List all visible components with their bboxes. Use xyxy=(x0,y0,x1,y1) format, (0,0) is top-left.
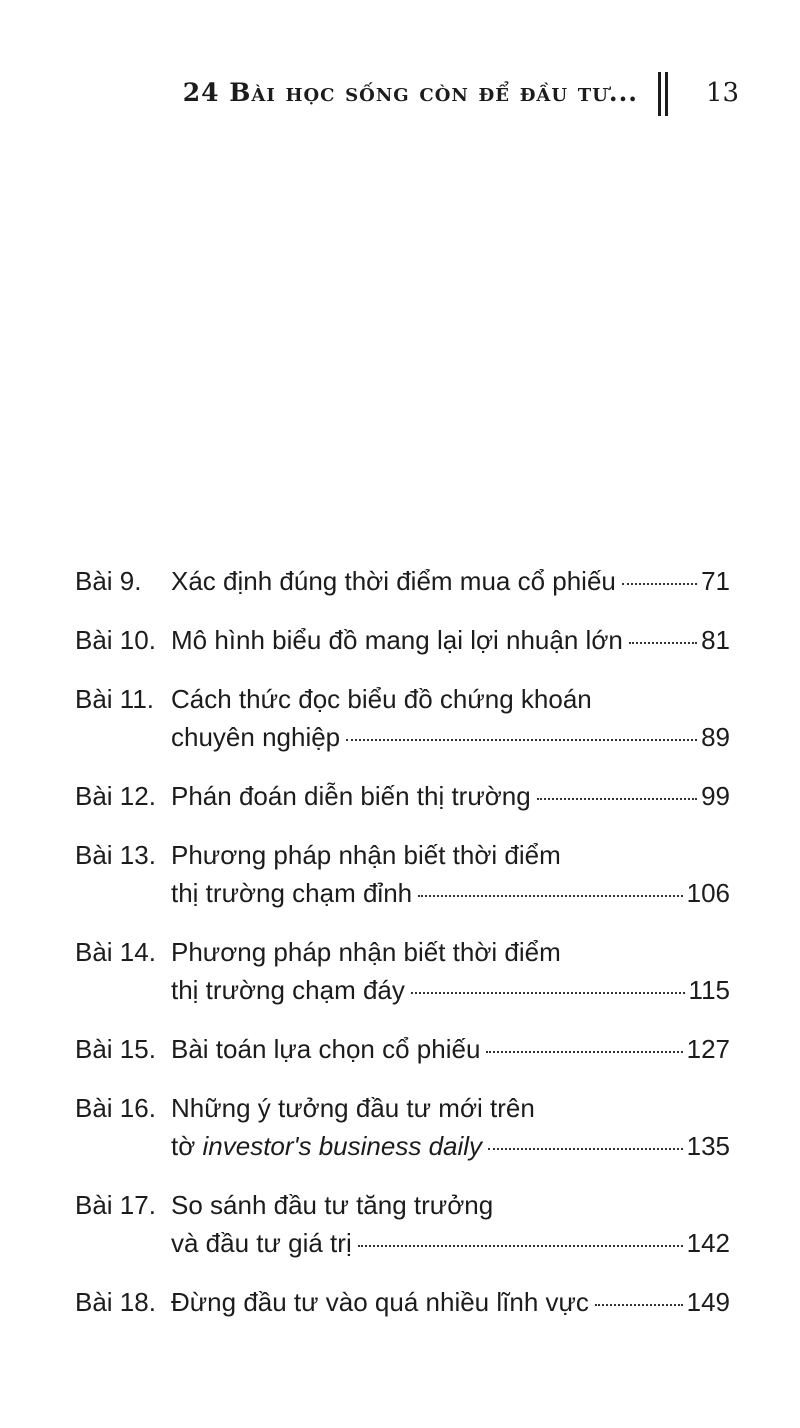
entry-body xyxy=(171,1030,730,1068)
entry-title: Phán đoán diễn biến thị trường xyxy=(171,781,531,811)
entry-number: Bài 11. xyxy=(75,684,155,714)
entry-title-continuation: thị trường chạm đỉnh xyxy=(171,878,413,908)
newspaper-title: investor's business daily xyxy=(202,1131,483,1161)
entry-body xyxy=(171,562,730,600)
entry-page-number: 99 xyxy=(701,781,730,811)
entry-number: Bài 12. xyxy=(75,781,156,811)
entry-title: Bài toán lựa chọn cổ phiếu xyxy=(171,1034,481,1064)
entry-body xyxy=(171,933,730,1009)
entry-title-line xyxy=(171,777,730,815)
dot-leader xyxy=(358,1245,683,1247)
toc-entry-11 xyxy=(75,680,730,756)
entry-number: Bài 9. xyxy=(75,566,142,596)
dot-leader xyxy=(488,1148,683,1150)
entry-title-line xyxy=(171,1224,730,1262)
toc-entry-9 xyxy=(75,562,730,600)
entry-title: Mô hình biểu đồ mang lại lợi nhuận lớn xyxy=(171,625,623,655)
dot-leader xyxy=(346,739,697,741)
entry-title-first-line: Phương pháp nhận biết thời điểm xyxy=(171,937,561,967)
dot-leader xyxy=(537,798,697,800)
entry-page-number: 127 xyxy=(686,1034,730,1064)
entry-page-number: 149 xyxy=(686,1287,730,1317)
entry-title-continuation xyxy=(171,1127,482,1165)
header-divider-rule xyxy=(665,72,668,116)
entry-title-first-line: Phương pháp nhận biết thời điểm xyxy=(171,840,561,870)
entry-title-line xyxy=(171,718,730,756)
dot-leader xyxy=(411,992,685,994)
dot-leader xyxy=(595,1304,683,1306)
entry-body xyxy=(171,1186,730,1262)
entry-title-continuation: chuyên nghiệp xyxy=(171,722,341,752)
header-divider-rule xyxy=(658,72,661,116)
entry-page-number: 115 xyxy=(688,975,730,1005)
entry-title-line xyxy=(171,621,730,659)
entry-body xyxy=(171,1089,730,1165)
toc-entry-15 xyxy=(75,1030,730,1068)
entry-title-line xyxy=(171,1030,730,1068)
entry-title-line xyxy=(171,1127,730,1165)
entry-page-number: 106 xyxy=(686,878,730,908)
toc-entry-17 xyxy=(75,1186,730,1262)
toc-entry-14 xyxy=(75,933,730,1009)
entry-title: Đừng đầu tư vào quá nhiều lĩnh vực xyxy=(171,1287,589,1317)
entry-title-line xyxy=(171,874,730,912)
entry-number: Bài 13. xyxy=(75,840,156,870)
entry-body xyxy=(171,621,730,659)
entry-title: Xác định đúng thời điểm mua cổ phiếu xyxy=(171,566,616,596)
entry-title-first-line: Cách thức đọc biểu đồ chứng khoán xyxy=(171,684,592,714)
entry-page-number: 135 xyxy=(686,1131,730,1161)
book-title: 24 Bài học sống còn để đầu tư... xyxy=(182,78,638,107)
entry-page-number: 142 xyxy=(686,1228,730,1258)
table-of-contents xyxy=(75,562,730,1342)
toc-entry-13 xyxy=(75,836,730,912)
dot-leader xyxy=(629,642,697,644)
entry-body xyxy=(171,836,730,912)
entry-page-number: 89 xyxy=(701,722,730,752)
page-number: 13 xyxy=(706,78,740,108)
entry-title-first-line: So sánh đầu tư tăng trưởng xyxy=(171,1190,494,1220)
entry-number: Bài 14. xyxy=(75,937,156,967)
entry-number: Bài 17. xyxy=(75,1190,156,1220)
toc-entry-18 xyxy=(75,1283,730,1321)
entry-title-prefix: tờ xyxy=(171,1131,203,1161)
entry-body xyxy=(171,1283,730,1321)
dot-leader xyxy=(486,1051,682,1053)
entry-title-line xyxy=(171,1283,730,1321)
entry-body xyxy=(171,777,730,815)
entry-number: Bài 18. xyxy=(75,1287,156,1317)
toc-entry-12 xyxy=(75,777,730,815)
toc-entry-16 xyxy=(75,1089,730,1165)
entry-number: Bài 15. xyxy=(75,1034,156,1064)
dot-leader xyxy=(622,583,697,585)
entry-body xyxy=(171,680,730,756)
entry-page-number: 71 xyxy=(701,566,730,596)
toc-entry-10 xyxy=(75,621,730,659)
entry-title-continuation: và đầu tư giá trị xyxy=(171,1228,352,1258)
entry-title-line xyxy=(171,562,730,600)
entry-page-number: 81 xyxy=(701,625,730,655)
dot-leader xyxy=(418,895,682,897)
entry-number: Bài 16. xyxy=(75,1093,156,1123)
entry-title-line xyxy=(171,971,730,1009)
running-header xyxy=(0,72,800,122)
entry-title-continuation: thị trường chạm đáy xyxy=(171,975,405,1005)
entry-number: Bài 10. xyxy=(75,625,156,655)
entry-title-first-line: Những ý tưởng đầu tư mới trên xyxy=(171,1093,535,1123)
